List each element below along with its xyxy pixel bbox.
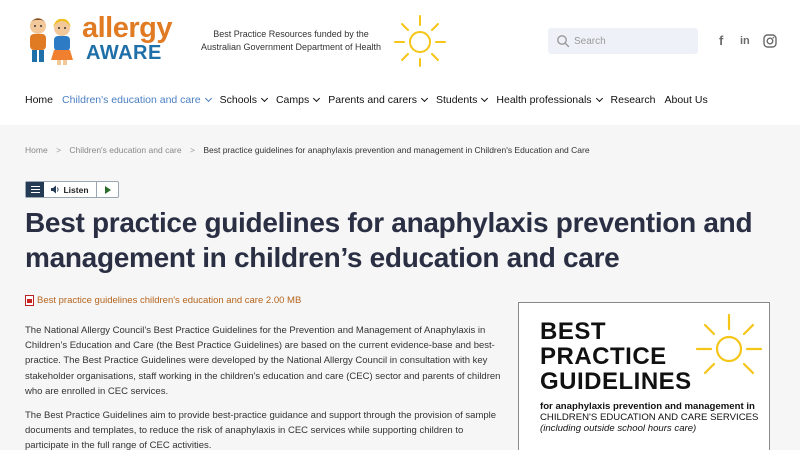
instagram-icon[interactable]: [763, 34, 777, 48]
page-title: Best practice guidelines for anaphylaxis prevention and management in children’s education and care: [25, 207, 753, 273]
cover-sub-bold: for anaphylaxis prevention and management in: [540, 401, 755, 412]
nav-label: Students: [435, 94, 478, 106]
breadcrumb-home[interactable]: Home: [25, 145, 48, 155]
cover-sub-caps: CHILDREN'S EDUCATION AND CARE SERVICES: [540, 412, 759, 423]
aim-paragraph: The Best Practice Guidelines aim to provide best-practice guidance and support through the provision of sample documents and templates, to reduce the risk of anaphylaxis in CEC services while supporting children to participate in the full range of CEC activities.: [25, 410, 497, 450]
funding-tagline: Best Practice Resources funded by the Australian Government Department of Health: [200, 29, 382, 52]
main-content: [0, 125, 800, 450]
search-icon: [556, 34, 570, 48]
breadcrumb-separator: >: [56, 145, 62, 155]
cover-heading: [540, 319, 692, 394]
nav-item-home[interactable]: [25, 92, 53, 108]
download-label: Best practice guidelines children's education and care 2.00 MB: [37, 295, 302, 306]
listen-widget: [25, 181, 119, 198]
nav-item-health-professionals[interactable]: [496, 92, 601, 108]
chevron-down-icon: [596, 95, 603, 102]
nav-item-camps[interactable]: [276, 92, 319, 108]
cover-line-guidelines: GUIDELINES: [540, 368, 692, 395]
nav-item-students[interactable]: [436, 92, 487, 108]
cover-line-practice: PRACTICE: [540, 343, 667, 370]
chevron-down-icon: [481, 95, 488, 102]
nav-label: About Us: [664, 94, 708, 106]
chevron-down-icon: [261, 95, 268, 102]
nav-item-research[interactable]: [611, 92, 656, 108]
intro-paragraph: The National Allergy Council’s Best Practice Guidelines for the Prevention and Management of Anaphylaxis in Children’s Education and Care (the Best Practice Guidelines) are based on the current evidence-base and best-practice. The Best Practice Guidelines were developed by the National Allergy Council in consultation with key stakeholder organisations, staff working in the children’s education and care (CEC) sector and parents of children who are enrolled in CEC services.: [25, 325, 501, 397]
cover-line-best: BEST: [540, 318, 607, 345]
nav-label: Camps: [275, 94, 310, 106]
breadcrumb: [25, 145, 590, 155]
facebook-icon[interactable]: f: [719, 33, 724, 48]
play-icon: [105, 186, 111, 194]
logo-word-aware: AWARE: [86, 42, 162, 64]
nav-label: Children's education and care: [62, 94, 201, 106]
nav-item-parents[interactable]: [328, 92, 427, 108]
chevron-down-icon: [205, 95, 212, 102]
allergy-aware-logo[interactable]: [24, 12, 184, 68]
breadcrumb-current: Best practice guidelines for anaphylaxis prevention and management in Children's Education and Care: [203, 145, 590, 155]
site-header: [0, 0, 800, 125]
nav-label: Schools: [219, 94, 257, 106]
chevron-down-icon: [313, 95, 320, 102]
nav-label: Research: [610, 94, 656, 106]
nav-label: Parents and carers: [328, 94, 417, 106]
listen-label: Listen: [63, 184, 89, 195]
nav-label: Health professionals: [496, 94, 592, 106]
nav-item-about-us[interactable]: [665, 92, 708, 108]
pdf-icon: [25, 295, 34, 306]
breadcrumb-section[interactable]: Children's education and care: [69, 145, 182, 155]
cover-sub-italic: (including outside school hours care): [540, 423, 697, 434]
search-input[interactable]: [574, 28, 694, 54]
speaker-icon: [51, 185, 60, 194]
breadcrumb-separator: >: [189, 145, 195, 155]
nav-item-schools[interactable]: [220, 92, 267, 108]
play-button[interactable]: [97, 182, 118, 197]
pdf-download-link[interactable]: [25, 295, 301, 306]
main-navigation: [25, 92, 717, 108]
cover-subtitle: [540, 401, 765, 434]
nav-label: Home: [25, 94, 54, 106]
linkedin-icon[interactable]: in: [740, 35, 750, 47]
listen-button[interactable]: [44, 182, 97, 197]
listen-menu-button[interactable]: [26, 182, 44, 197]
chevron-down-icon: [421, 95, 428, 102]
guidelines-cover-image[interactable]: [518, 302, 770, 450]
sun-icon: [392, 12, 448, 68]
logo-word-allergy: allergy: [82, 12, 172, 44]
nav-item-childrens-education[interactable]: [62, 92, 211, 108]
search-box[interactable]: [548, 28, 698, 54]
children-logo-icon: [24, 14, 80, 66]
sun-icon: [689, 309, 765, 375]
